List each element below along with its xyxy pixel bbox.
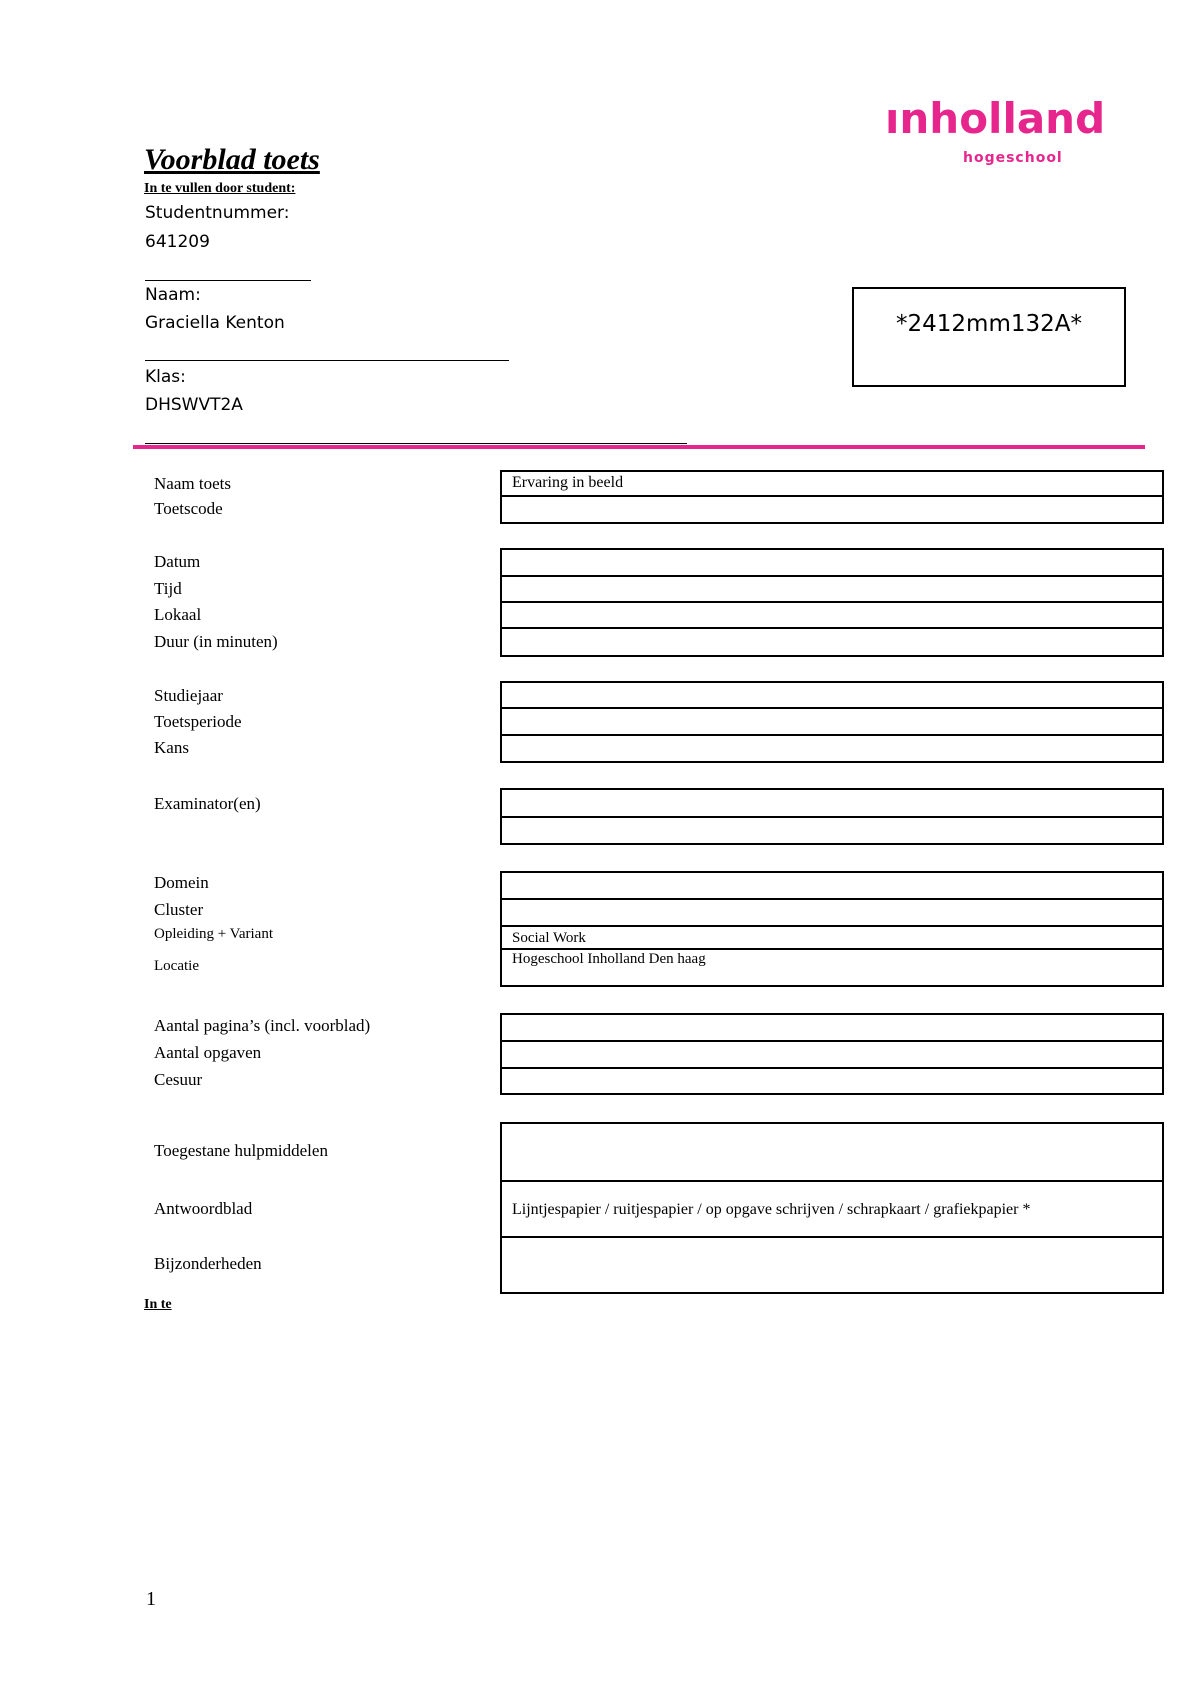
studentnumber-rule [145,280,311,281]
field-kans[interactable] [502,736,1162,761]
name-label: Naam: [145,285,201,305]
field-examinator-2[interactable] [502,818,1162,843]
field-toetscode[interactable] [502,497,1162,522]
accent-divider [133,445,1145,449]
group-examinator [500,788,1164,845]
field-examinator-1[interactable] [502,790,1162,818]
label-domein: Domein [154,873,209,892]
field-opleiding[interactable]: Social Work [502,927,1162,950]
field-datum[interactable] [502,550,1162,577]
label-duur: Duur (in minuten) [154,632,278,651]
inholland-logo [885,94,1106,166]
studentnumber-label: Studentnummer: [145,203,290,223]
field-naam-toets[interactable]: Ervaring in beeld [502,472,1162,497]
field-duur[interactable] [502,629,1162,655]
field-paginas[interactable] [502,1015,1162,1042]
field-bijzonderheden[interactable] [502,1238,1162,1292]
label-cluster: Cluster [154,900,204,919]
field-cluster[interactable] [502,900,1162,927]
page-subtitle: In te vullen door student: [144,181,296,196]
name-rule [145,360,509,361]
label-locatie: Locatie [154,958,199,974]
label-tijd: Tijd [154,579,182,598]
label-naam-toets: Naam toets [154,474,231,493]
name-value: Graciella Kenton [145,313,285,333]
group-domein [500,871,1164,987]
label-opleiding: Opleiding + Variant [154,926,273,942]
label-hulpmiddelen: Toegestane hulpmiddelen [154,1141,328,1160]
page-number: 1 [146,1588,156,1610]
class-label: Klas: [145,367,186,387]
exam-code-box: *2412mm132A* [852,287,1126,387]
label-cesuur: Cesuur [154,1070,203,1089]
field-locatie[interactable]: Hogeschool Inholland Den haag [512,951,706,967]
field-opgaven[interactable] [502,1042,1162,1069]
field-domein[interactable] [502,873,1162,900]
class-rule [145,443,687,444]
field-toetsperiode[interactable] [502,709,1162,736]
field-tijd[interactable] [502,577,1162,603]
label-toetsperiode: Toetsperiode [154,712,242,731]
label-toetscode: Toetscode [154,499,223,518]
group-studiejaar [500,681,1164,763]
label-studiejaar: Studiejaar [154,686,223,705]
field-hulpmiddelen[interactable] [502,1124,1162,1182]
group-hulpmiddelen [500,1122,1164,1294]
field-studiejaar[interactable] [502,683,1162,709]
label-opgaven: Aantal opgaven [154,1043,262,1062]
footer-note: In te [144,1297,172,1312]
field-cesuur[interactable] [502,1069,1162,1093]
field-antwoordblad[interactable]: Lijntjespapier / ruitjespapier / op opgave schrijven / schrapkaart / grafiekpapier * [502,1182,1162,1238]
page-title: Voorblad toets [144,143,320,176]
group-datum [500,548,1164,657]
logo-subtitle: hogeschool [963,150,1063,166]
label-paginas: Aantal pagina’s (incl. voorblad) [154,1016,371,1035]
label-lokaal: Lokaal [154,605,202,624]
label-kans: Kans [154,738,189,757]
studentnumber-value: 641209 [145,232,210,252]
group-toets [500,470,1164,524]
label-examinator: Examinator(en) [154,794,261,813]
label-antwoordblad: Antwoordblad [154,1199,253,1218]
label-bijzonderheden: Bijzonderheden [154,1254,262,1273]
label-datum: Datum [154,552,201,571]
class-value: DHSWVT2A [145,395,243,415]
logo-wordmark: ınholland [885,94,1106,143]
field-lokaal[interactable] [502,603,1162,629]
group-paginas [500,1013,1164,1095]
